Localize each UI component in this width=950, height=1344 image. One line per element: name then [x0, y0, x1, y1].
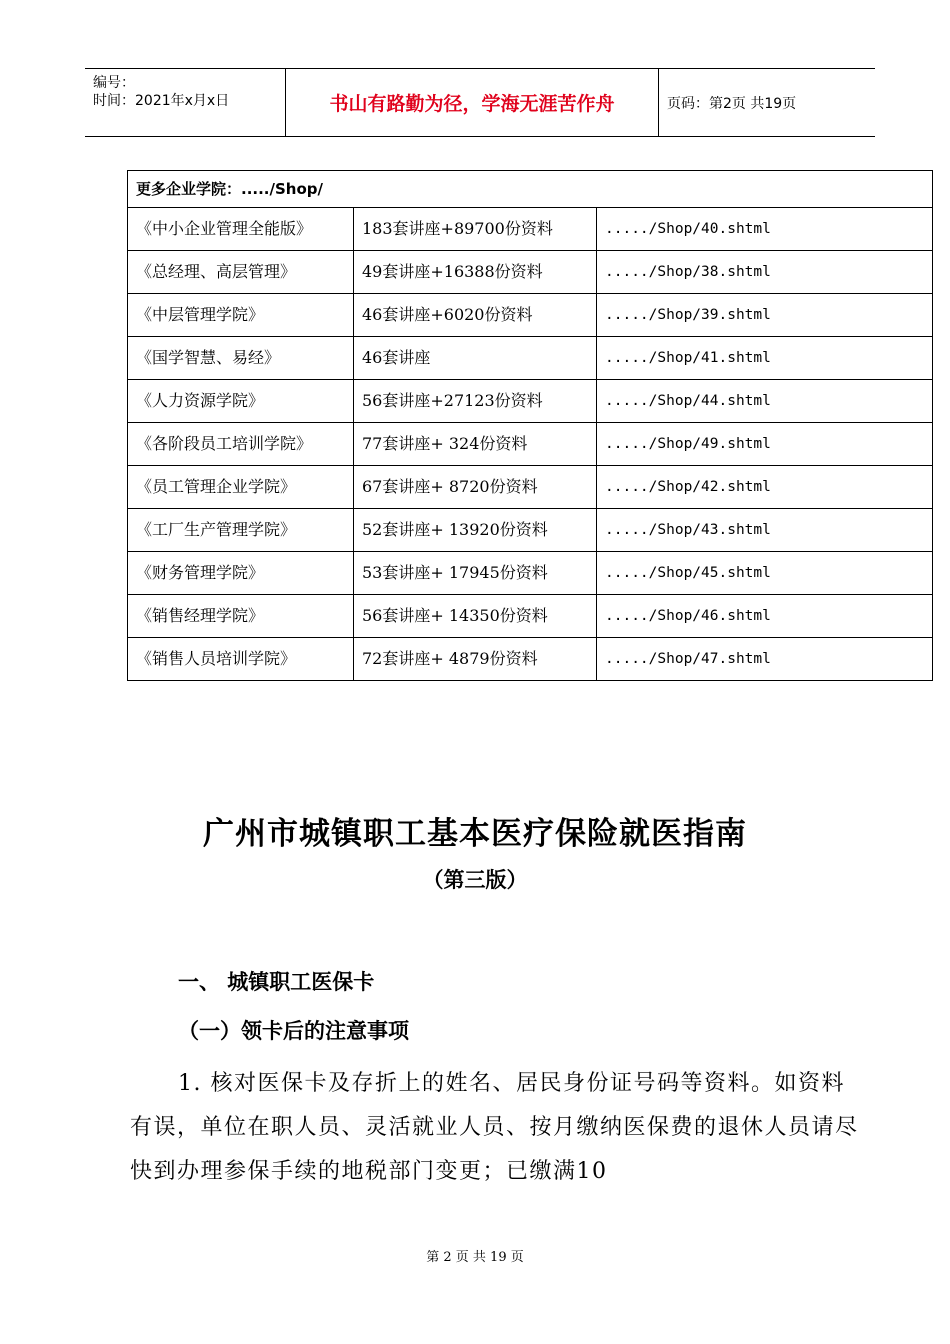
course-desc: 56套讲座+ 14350份资料 — [354, 595, 597, 638]
header-page-label: 页码：第2页 共19页 — [667, 95, 797, 112]
course-link[interactable]: ...../Shop/42.shtml — [597, 466, 933, 509]
course-name: 《销售人员培训学院》 — [128, 638, 354, 681]
course-link[interactable]: ...../Shop/43.shtml — [597, 509, 933, 552]
course-desc: 52套讲座+ 13920份资料 — [354, 509, 597, 552]
course-desc: 77套讲座+ 324份资料 — [354, 423, 597, 466]
table-row — [128, 423, 933, 466]
course-name: 《中小企业管理全能版》 — [128, 208, 354, 251]
table-row — [128, 509, 933, 552]
shop-table-heading-row — [128, 171, 933, 208]
header-motto: 书山有路勤为径，学海无涯苦作舟 — [285, 69, 659, 136]
course-link[interactable]: ...../Shop/40.shtml — [597, 208, 933, 251]
course-desc: 183套讲座+89700份资料 — [354, 208, 597, 251]
course-link[interactable]: ...../Shop/39.shtml — [597, 294, 933, 337]
course-link[interactable]: ...../Shop/46.shtml — [597, 595, 933, 638]
table-row — [128, 294, 933, 337]
course-name: 《国学智慧、易经》 — [128, 337, 354, 380]
course-name: 《员工管理企业学院》 — [128, 466, 354, 509]
table-row — [128, 552, 933, 595]
document-title: 广州市城镇职工基本医疗保险就医指南 — [203, 816, 747, 852]
date-label: 时间：2021年x月x日 — [93, 93, 230, 109]
course-desc: 56套讲座+27123份资料 — [354, 380, 597, 423]
course-link[interactable]: ...../Shop/47.shtml — [597, 638, 933, 681]
course-link[interactable]: ...../Shop/45.shtml — [597, 552, 933, 595]
body-paragraph — [130, 1062, 860, 1194]
header-meta — [85, 69, 285, 136]
course-desc: 67套讲座+ 8720份资料 — [354, 466, 597, 509]
document-subtitle: （第三版） — [422, 867, 528, 892]
course-name: 《销售经理学院》 — [128, 595, 354, 638]
section-heading: 一、 城镇职工医保卡 — [178, 970, 375, 994]
course-name: 《总经理、高层管理》 — [128, 251, 354, 294]
table-row — [128, 337, 933, 380]
paragraph-text: 1. 核对医保卡及存折上的姓名、居民身份证号码等资料。如资料有误，单位在职人员、灵活就业人员、按月缴纳医保费的退休人员请尽快到办理参保手续的地税部门变更；已缴满10 — [130, 1071, 859, 1184]
course-link[interactable]: ...../Shop/49.shtml — [597, 423, 933, 466]
course-name: 《中层管理学院》 — [128, 294, 354, 337]
table-row — [128, 208, 933, 251]
course-link[interactable]: ...../Shop/41.shtml — [597, 337, 933, 380]
shop-table — [127, 170, 933, 681]
course-desc: 46套讲座 — [354, 337, 597, 380]
course-name: 《人力资源学院》 — [128, 380, 354, 423]
number-label: 编号： — [93, 75, 135, 91]
page-header — [85, 68, 875, 137]
table-row — [128, 638, 933, 681]
table-row — [128, 595, 933, 638]
course-link[interactable]: ...../Shop/38.shtml — [597, 251, 933, 294]
course-name: 《财务管理学院》 — [128, 552, 354, 595]
table-row — [128, 380, 933, 423]
course-name: 《各阶段员工培训学院》 — [128, 423, 354, 466]
course-desc: 72套讲座+ 4879份资料 — [354, 638, 597, 681]
shop-heading: 更多企业学院：...../Shop/ — [128, 171, 933, 208]
page-footer: 第 2 页 共 19 页 — [426, 1250, 524, 1265]
table-row — [128, 466, 933, 509]
course-link[interactable]: ...../Shop/44.shtml — [597, 380, 933, 423]
course-desc: 53套讲座+ 17945份资料 — [354, 552, 597, 595]
subsection-heading: （一）领卡后的注意事项 — [178, 1018, 409, 1043]
table-row — [128, 251, 933, 294]
course-name: 《工厂生产管理学院》 — [128, 509, 354, 552]
course-desc: 49套讲座+16388份资料 — [354, 251, 597, 294]
course-desc: 46套讲座+6020份资料 — [354, 294, 597, 337]
